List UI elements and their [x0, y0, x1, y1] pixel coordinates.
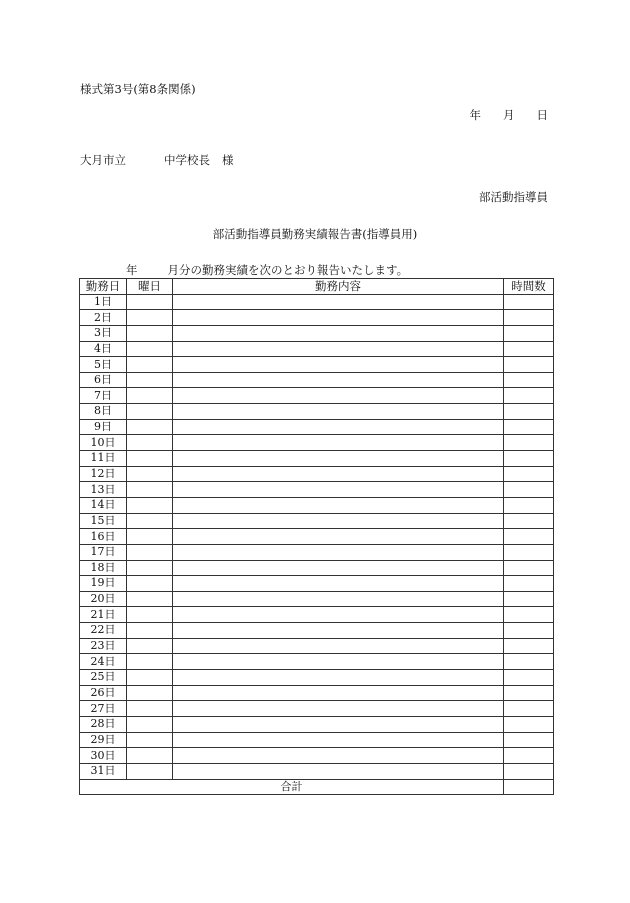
work-content-cell[interactable]: [173, 404, 504, 420]
weekday-cell[interactable]: [127, 482, 173, 498]
hours-cell[interactable]: [504, 607, 554, 623]
day-cell: 22日: [80, 623, 127, 639]
table-row: [80, 341, 554, 357]
weekday-cell[interactable]: [127, 419, 173, 435]
work-content-cell[interactable]: [173, 294, 504, 310]
day-cell: 18日: [80, 560, 127, 576]
weekday-cell[interactable]: [127, 716, 173, 732]
weekday-cell[interactable]: [127, 623, 173, 639]
work-content-cell[interactable]: [173, 763, 504, 779]
table-row: [80, 529, 554, 545]
weekday-cell[interactable]: [127, 670, 173, 686]
date-day: 日: [536, 108, 548, 122]
work-content-cell[interactable]: [173, 497, 504, 513]
weekday-cell[interactable]: [127, 341, 173, 357]
addressee-honorific: 様: [222, 153, 234, 167]
work-content-cell[interactable]: [173, 435, 504, 451]
weekday-cell[interactable]: [127, 685, 173, 701]
weekday-cell[interactable]: [127, 435, 173, 451]
table-row: [80, 716, 554, 732]
hours-cell[interactable]: [504, 529, 554, 545]
weekday-cell[interactable]: [127, 591, 173, 607]
date-year: 年: [469, 108, 481, 122]
work-content-cell[interactable]: [173, 544, 504, 560]
table-row: [80, 388, 554, 404]
day-cell: 21日: [80, 607, 127, 623]
table-row: [80, 513, 554, 529]
hours-cell[interactable]: [504, 419, 554, 435]
hours-cell[interactable]: [504, 576, 554, 592]
hours-cell[interactable]: [504, 404, 554, 420]
table-row: [80, 763, 554, 779]
weekday-cell[interactable]: [127, 513, 173, 529]
table-row: [80, 685, 554, 701]
hours-cell[interactable]: [504, 685, 554, 701]
day-cell: 31日: [80, 763, 127, 779]
weekday-cell[interactable]: [127, 654, 173, 670]
header-weekday: 曜日: [127, 279, 173, 295]
work-content-cell[interactable]: [173, 576, 504, 592]
hours-cell[interactable]: [504, 716, 554, 732]
work-content-cell[interactable]: [173, 716, 504, 732]
hours-cell[interactable]: [504, 638, 554, 654]
work-content-cell[interactable]: [173, 591, 504, 607]
day-cell: 29日: [80, 732, 127, 748]
hours-cell[interactable]: [504, 513, 554, 529]
hours-cell[interactable]: [504, 357, 554, 373]
hours-cell[interactable]: [504, 294, 554, 310]
work-content-cell[interactable]: [173, 325, 504, 341]
day-cell: 16日: [80, 529, 127, 545]
day-cell: 3日: [80, 325, 127, 341]
table-row: [80, 732, 554, 748]
table-row: [80, 419, 554, 435]
hours-cell[interactable]: [504, 591, 554, 607]
table-row: [80, 638, 554, 654]
table-row: [80, 544, 554, 560]
work-content-cell[interactable]: [173, 638, 504, 654]
table-row: [80, 748, 554, 764]
table-row: [80, 294, 554, 310]
weekday-cell[interactable]: [127, 388, 173, 404]
table-row: [80, 451, 554, 467]
day-cell: 6日: [80, 372, 127, 388]
day-cell: 11日: [80, 451, 127, 467]
weekday-cell[interactable]: [127, 560, 173, 576]
weekday-cell[interactable]: [127, 638, 173, 654]
work-content-cell[interactable]: [173, 388, 504, 404]
hours-cell[interactable]: [504, 341, 554, 357]
day-cell: 7日: [80, 388, 127, 404]
weekday-cell[interactable]: [127, 701, 173, 717]
weekday-cell[interactable]: [127, 497, 173, 513]
day-cell: 26日: [80, 685, 127, 701]
date-month: 月: [503, 108, 515, 122]
weekday-cell[interactable]: [127, 466, 173, 482]
hours-cell[interactable]: [504, 325, 554, 341]
table-row: [80, 435, 554, 451]
work-content-cell[interactable]: [173, 451, 504, 467]
work-content-cell[interactable]: [173, 466, 504, 482]
weekday-cell[interactable]: [127, 576, 173, 592]
table-row: [80, 310, 554, 326]
day-cell: 4日: [80, 341, 127, 357]
day-cell: 8日: [80, 404, 127, 420]
work-content-cell[interactable]: [173, 623, 504, 639]
work-content-cell[interactable]: [173, 654, 504, 670]
table-row: [80, 591, 554, 607]
table-row: [80, 482, 554, 498]
day-cell: 25日: [80, 670, 127, 686]
table-row: [80, 701, 554, 717]
day-cell: 12日: [80, 466, 127, 482]
work-content-cell[interactable]: [173, 482, 504, 498]
hours-cell[interactable]: [504, 654, 554, 670]
total-label: 合計: [80, 779, 504, 795]
form-label: 様式第3号(第8条関係): [80, 82, 196, 96]
weekday-cell[interactable]: [127, 529, 173, 545]
weekday-cell[interactable]: [127, 372, 173, 388]
day-cell: 28日: [80, 716, 127, 732]
work-content-cell[interactable]: [173, 341, 504, 357]
weekday-cell[interactable]: [127, 763, 173, 779]
table-row: [80, 607, 554, 623]
day-cell: 10日: [80, 435, 127, 451]
addressee-school: 中学校長: [164, 153, 210, 167]
day-cell: 19日: [80, 576, 127, 592]
weekday-cell[interactable]: [127, 310, 173, 326]
hours-cell[interactable]: [504, 435, 554, 451]
work-content-cell[interactable]: [173, 607, 504, 623]
day-cell: 5日: [80, 357, 127, 373]
weekday-cell[interactable]: [127, 607, 173, 623]
day-cell: 23日: [80, 638, 127, 654]
weekday-cell[interactable]: [127, 748, 173, 764]
report-title: 部活動指導員勤務実績報告書(指導員用): [212, 227, 418, 241]
hours-cell[interactable]: [504, 310, 554, 326]
header-hours: 時間数: [504, 279, 554, 295]
table-row: [80, 357, 554, 373]
hours-cell[interactable]: [504, 466, 554, 482]
weekday-cell[interactable]: [127, 325, 173, 341]
reporter-label: 部活動指導員: [479, 190, 548, 204]
total-hours-cell[interactable]: [504, 779, 554, 795]
day-cell: 30日: [80, 748, 127, 764]
table-row: [80, 670, 554, 686]
work-content-cell[interactable]: [173, 310, 504, 326]
day-cell: 13日: [80, 482, 127, 498]
table-row: [80, 404, 554, 420]
work-content-cell[interactable]: [173, 372, 504, 388]
work-content-cell[interactable]: [173, 732, 504, 748]
work-record-table: [79, 278, 554, 795]
work-content-cell[interactable]: [173, 670, 504, 686]
weekday-cell[interactable]: [127, 732, 173, 748]
day-cell: 17日: [80, 544, 127, 560]
work-content-cell[interactable]: [173, 560, 504, 576]
work-content-cell[interactable]: [173, 419, 504, 435]
hours-cell[interactable]: [504, 497, 554, 513]
day-cell: 20日: [80, 591, 127, 607]
table-row: [80, 466, 554, 482]
day-cell: 27日: [80, 701, 127, 717]
table-row: [80, 654, 554, 670]
table-row: [80, 325, 554, 341]
day-cell: 15日: [80, 513, 127, 529]
work-content-cell[interactable]: [173, 529, 504, 545]
header-row: [80, 279, 554, 295]
hours-cell[interactable]: [504, 482, 554, 498]
hours-cell[interactable]: [504, 748, 554, 764]
hours-cell[interactable]: [504, 623, 554, 639]
hours-cell[interactable]: [504, 670, 554, 686]
work-content-cell[interactable]: [173, 701, 504, 717]
weekday-cell[interactable]: [127, 404, 173, 420]
table-row: [80, 623, 554, 639]
day-cell: 2日: [80, 310, 127, 326]
hours-cell[interactable]: [504, 560, 554, 576]
hours-cell[interactable]: [504, 544, 554, 560]
work-content-cell[interactable]: [173, 748, 504, 764]
addressee-city: 大月市立: [80, 153, 126, 167]
hours-cell[interactable]: [504, 372, 554, 388]
header-work-content: 勤務内容: [173, 279, 504, 295]
table-row: [80, 497, 554, 513]
day-cell: 24日: [80, 654, 127, 670]
day-cell: 9日: [80, 419, 127, 435]
weekday-cell[interactable]: [127, 357, 173, 373]
total-row: [80, 779, 554, 795]
work-content-cell[interactable]: [173, 357, 504, 373]
weekday-cell[interactable]: [127, 451, 173, 467]
date-line: [448, 107, 549, 123]
addressee: [80, 152, 234, 168]
hours-cell[interactable]: [504, 701, 554, 717]
intro-line: [126, 262, 408, 278]
hours-cell[interactable]: [504, 388, 554, 404]
work-content-cell[interactable]: [173, 513, 504, 529]
hours-cell[interactable]: [504, 732, 554, 748]
hours-cell[interactable]: [504, 763, 554, 779]
intro-text: 月分の勤務実績を次のとおり報告いたします。: [167, 263, 409, 277]
intro-year: 年: [126, 263, 138, 277]
day-cell: 14日: [80, 497, 127, 513]
header-work-day: 勤務日: [80, 279, 127, 295]
day-cell: 1日: [80, 294, 127, 310]
hours-cell[interactable]: [504, 451, 554, 467]
work-content-cell[interactable]: [173, 685, 504, 701]
table-row: [80, 372, 554, 388]
weekday-cell[interactable]: [127, 544, 173, 560]
table-row: [80, 560, 554, 576]
table-row: [80, 576, 554, 592]
weekday-cell[interactable]: [127, 294, 173, 310]
